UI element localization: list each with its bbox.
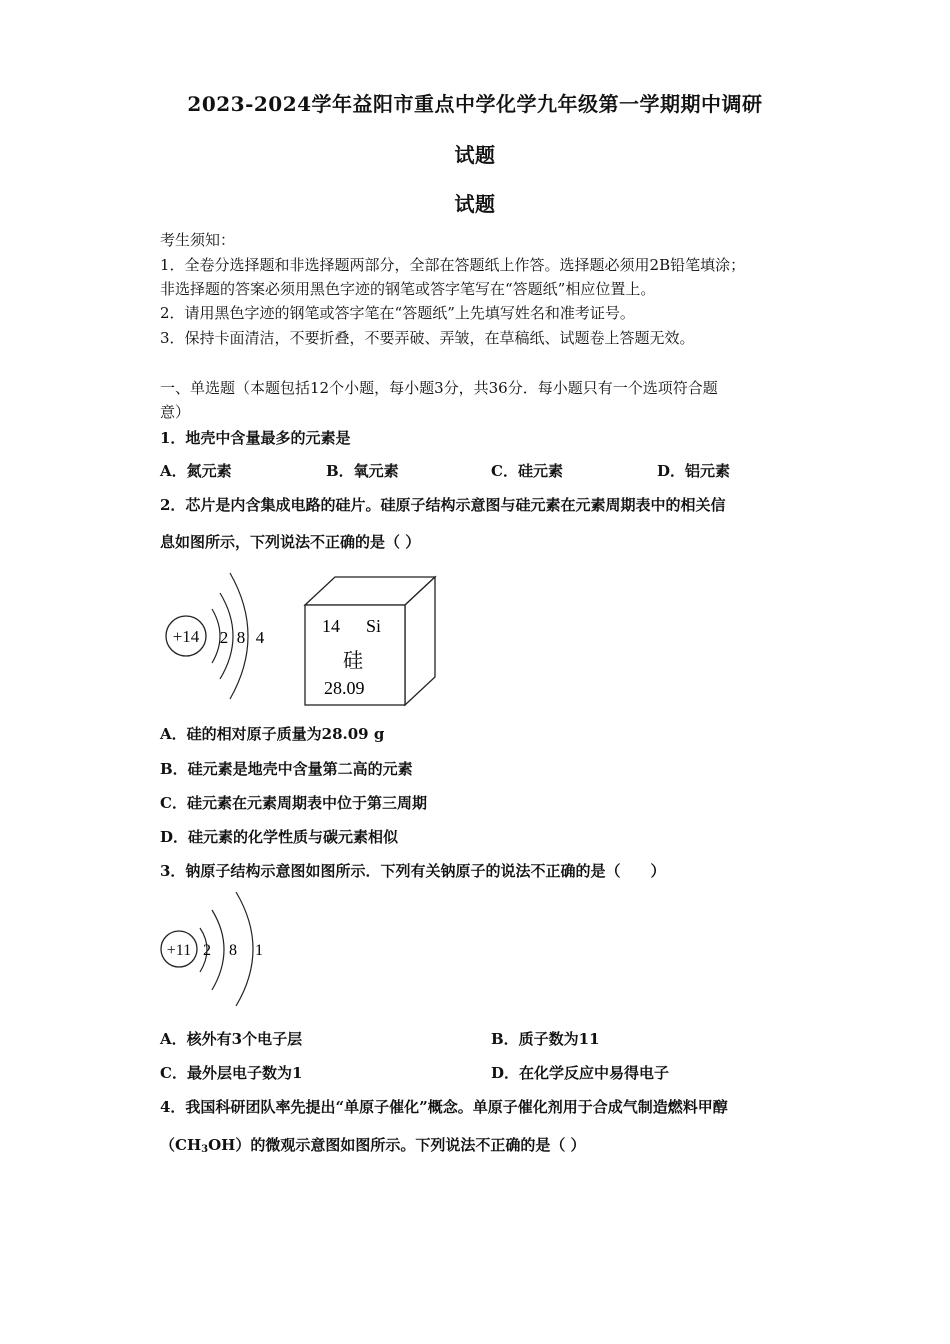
q2-option-d[interactable]: D．硅元素的化学性质与碳元素相似 (160, 828, 399, 846)
q1-stem: 1．地壳中含量最多的元素是 (160, 429, 351, 447)
section-heading-line2: 意） (160, 403, 191, 421)
sodium-atom-diagram (158, 888, 278, 1013)
q3-stem: 3．钠原子结构示意图如图所示．下列有关钠原子的说法不正确的是（ ） (160, 862, 666, 880)
q4-formula-prefix: （CH (160, 1136, 202, 1154)
sodium-shell-2-electrons: 8 (229, 942, 237, 959)
silicon-nucleus-label: +14 (172, 627, 200, 646)
cell-atomic-mass: 28.09 (324, 678, 365, 698)
cell-element-symbol: Si (366, 616, 382, 636)
silicon-shell-2-electrons: 8 (236, 628, 246, 647)
silicon-shell-3-electrons: 4 (255, 628, 265, 647)
q1-option-b[interactable]: B．氧元素 (326, 462, 399, 480)
notice-heading: 考生须知： (160, 231, 236, 249)
section-heading-line1: 一、单选题（本题包括12个小题，每小题3分，共36分．每小题只有一个选项符合题 (160, 379, 718, 397)
notice-line-1: 1．全卷分选择题和非选择题两部分，全部在答题纸上作答。选择题必须用2B铅笔填涂； (160, 256, 746, 274)
q1-option-a[interactable]: A．氮元素 (160, 462, 232, 480)
q4-stem-line1: 4．我国科研团队率先提出“单原子催化”概念。单原子催化剂用于合成气制造燃料甲醇 (160, 1098, 728, 1116)
notice-line-3: 2．请用黑色字迹的钢笔或答字笔在“答题纸”上先填写姓名和准考证号。 (160, 304, 635, 322)
q4-stem-line2 (160, 1134, 586, 1155)
q3-option-d[interactable]: D．在化学反应中易得电子 (491, 1064, 670, 1082)
exam-title-line3: 试题 (454, 192, 496, 216)
q3-option-c[interactable]: C．最外层电子数为1 (160, 1064, 303, 1082)
q2-option-b[interactable]: B．硅元素是地壳中含量第二高的元素 (160, 760, 413, 778)
q1-option-d[interactable]: D．铝元素 (657, 462, 731, 480)
q3-option-b[interactable]: B．质子数为11 (491, 1030, 600, 1048)
q2-option-a[interactable]: A．硅的相对原子质量为28.09 g (160, 725, 385, 743)
q2-stem-line1: 2．芯片是内含集成电路的硅片。硅原子结构示意图与硅元素在元素周期表中的相关信 (160, 496, 726, 514)
silicon-shell-1-electrons: 2 (219, 628, 229, 647)
silicon-atom-diagram (160, 565, 280, 705)
q4-formula-subscript: 3 (201, 1144, 209, 1155)
cell-atomic-number: 14 (322, 616, 340, 636)
notice-line-4: 3．保持卡面清洁，不要折叠，不要弄破、弄皱，在草稿纸、试题卷上答题无效。 (160, 329, 695, 347)
q3-option-a[interactable]: A．核外有3个电子层 (160, 1030, 303, 1048)
silicon-periodic-cell (300, 575, 440, 710)
exam-title-line1: 2023-2024学年益阳市重点中学化学九年级第一学期期中调研 (187, 92, 763, 116)
sodium-shell-2 (212, 910, 224, 990)
sodium-shell-1-electrons: 2 (203, 942, 211, 959)
sodium-shell-3-electrons: 1 (255, 942, 263, 959)
q4-stem-line2-rest: OH）的微观示意图如图所示。下列说法不正确的是（ ） (208, 1136, 586, 1154)
cell-element-name: 硅 (343, 648, 363, 672)
notice-line-2: 非选择题的答案必须用黑色字迹的钢笔或答字笔写在“答题纸”相应位置上。 (160, 280, 656, 298)
sodium-shell-3 (236, 892, 253, 1006)
q2-stem-line2: 息如图所示，下列说法不正确的是（ ） (160, 533, 421, 551)
q1-option-c[interactable]: C．硅元素 (491, 462, 563, 480)
q2-option-c[interactable]: C．硅元素在元素周期表中位于第三周期 (160, 794, 427, 812)
exam-title-line2: 试题 (454, 143, 496, 167)
sodium-nucleus-label: +11 (166, 942, 192, 959)
